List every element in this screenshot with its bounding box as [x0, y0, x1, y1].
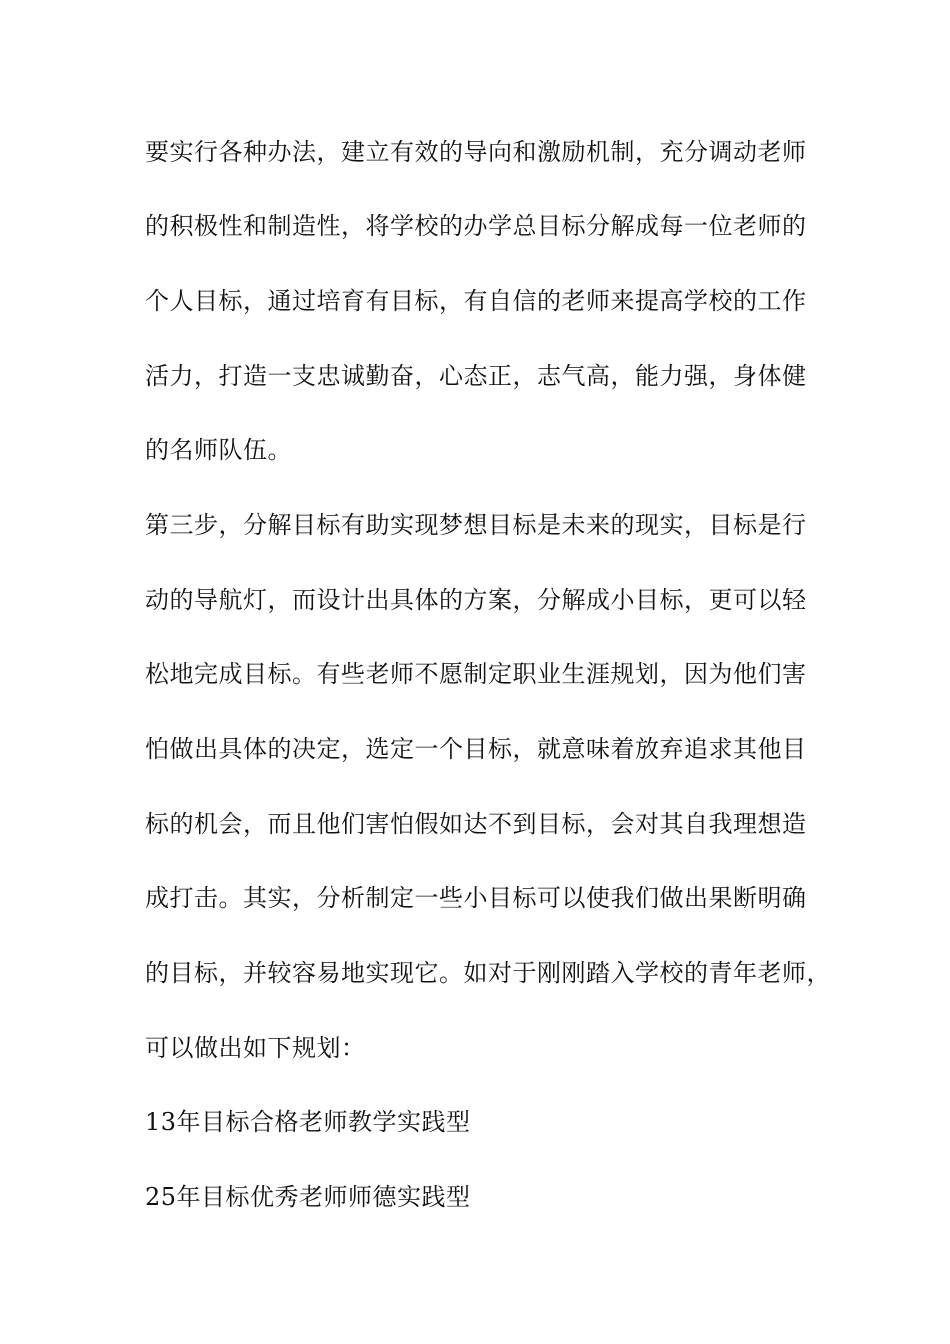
text-line: 可以做出如下规划： — [145, 1034, 366, 1062]
text-line: 标的机会，而且他们害怕假如达不到目标，会对其自我理想造 — [145, 810, 807, 838]
text-line: 活力，打造一支忠诚勤奋，心态正，志气高，能力强，身体健 — [145, 362, 807, 390]
text-line: 13年目标合格老师教学实践型 — [145, 1108, 471, 1136]
text-line: 的积极性和制造性，将学校的办学总目标分解成每一位老师的 — [145, 212, 807, 240]
text-line: 要实行各种办法，建立有效的导向和激励机制，充分调动老师 — [145, 138, 807, 166]
text-line: 怕做出具体的决定，选定一个目标，就意味着放弃追求其他目 — [145, 735, 807, 763]
text-line: 动的导航灯，而设计出具体的方案，分解成小目标，更可以轻 — [145, 586, 807, 614]
text-line: 的目标，并较容易地实现它。如对于刚刚踏入学校的青年老师， — [145, 959, 831, 987]
text-line: 25年目标优秀老师师德实践型 — [145, 1183, 471, 1211]
text-line: 个人目标，通过培育有目标，有自信的老师来提高学校的工作 — [145, 287, 807, 315]
text-line: 成打击。其实，分析制定一些小目标可以使我们做出果断明确 — [145, 884, 807, 912]
text-line: 第三步，分解目标有助实现梦想目标是未来的现实，目标是行 — [145, 511, 807, 539]
text-line: 的名师队伍。 — [145, 436, 292, 464]
text-line: 松地完成目标。有些老师不愿制定职业生涯规划，因为他们害 — [145, 660, 807, 688]
